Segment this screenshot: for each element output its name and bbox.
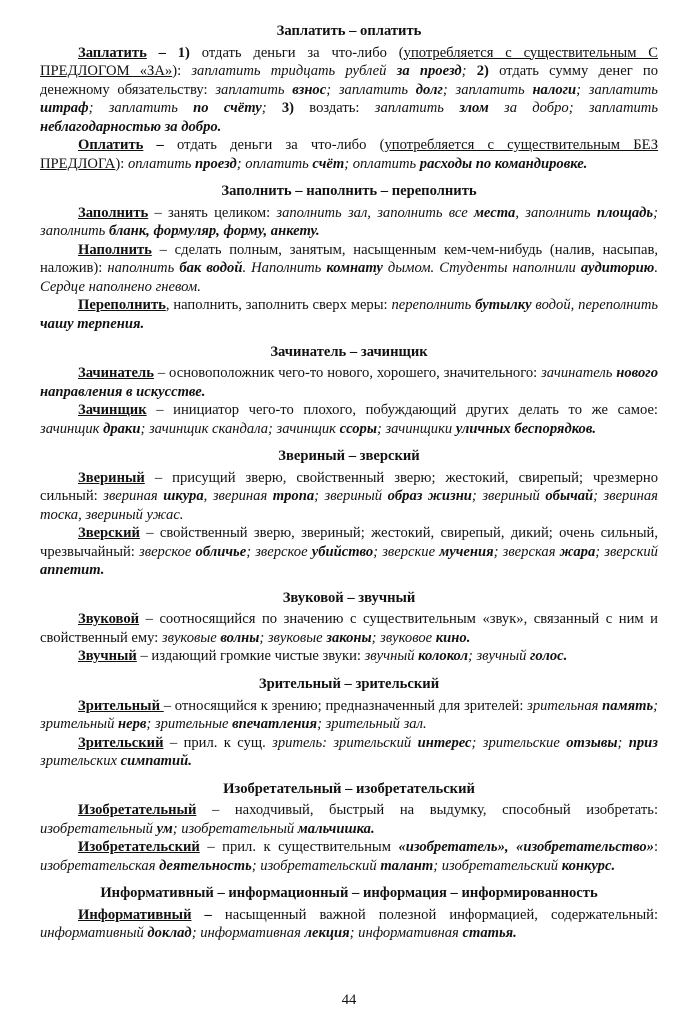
text-run: : <box>653 839 659 856</box>
text-run: звериная <box>103 488 164 505</box>
headword: Зверский <box>78 525 140 542</box>
text-run: зритель: <box>272 734 334 751</box>
text-run: голос. <box>530 648 568 665</box>
text-run: ; звериный <box>471 488 546 505</box>
headword: Информативный <box>78 906 192 923</box>
headword: Звучный <box>78 648 137 665</box>
headword: Заплатить <box>78 44 147 61</box>
text-run: . Наполнить <box>242 260 327 277</box>
text-run: бутылку <box>475 297 532 314</box>
text-run: ; <box>617 734 629 751</box>
dictionary-entry-paragraph <box>40 801 658 838</box>
text-run: 3) <box>281 100 310 117</box>
text-run: ; звуковые <box>259 629 327 646</box>
dictionary-entry-paragraph <box>40 697 658 734</box>
text-run: . Сердце наполнено гневом. <box>40 260 658 295</box>
text-run: , заполнить <box>515 204 597 221</box>
text-run: – присущий зверю, свойственный зверю; жестокий, свирепый; чрезмерно сильный: <box>40 469 658 505</box>
text-run: – основоположник чего-то нового, хорошего, значительного: <box>153 365 542 382</box>
text-run: заплатить <box>215 81 293 98</box>
dictionary-entry-paragraph <box>40 401 658 438</box>
section-heading: Звериный – зверский <box>278 448 420 465</box>
text-run: заполнить зал, заполнить все <box>276 204 474 221</box>
text-run: ; зверские <box>373 543 440 560</box>
text-run: – сделать полным, занятым, насыщенным кем-чем-нибудь (налив, насыпав, наложив): <box>40 241 658 277</box>
text-run: , звериная <box>203 488 273 505</box>
text-run: убийство <box>311 543 374 560</box>
text-run: ; <box>461 63 477 80</box>
headword: Зачинатель <box>78 365 154 382</box>
section-heading: Изобретательный – изобретательский <box>223 780 475 797</box>
text-run: ; зверская <box>493 543 560 560</box>
text-run: мальчишка. <box>297 820 375 837</box>
text-run: статья. <box>462 925 517 942</box>
text-run: площадь <box>596 204 654 221</box>
text-run: воздать: <box>309 100 375 117</box>
headword: Изобретательный <box>78 802 197 819</box>
text-run: чашу терпения. <box>40 315 145 332</box>
text-run: «изобретатель», «изобретательство» <box>398 839 654 856</box>
text-run: ссоры <box>339 420 377 437</box>
text-run: дымом. Студенты наполнили <box>382 260 581 277</box>
text-run: ; заполнить <box>40 204 658 240</box>
dictionary-entry-paragraph <box>40 838 658 875</box>
text-run: приз <box>628 734 658 751</box>
page-footer <box>40 985 658 1010</box>
text-run: зверское <box>139 543 196 560</box>
dictionary-entry-paragraph <box>40 296 658 333</box>
section-heading: Информативный – информационный – информация – информированность <box>100 885 598 902</box>
text-run: переполнить <box>391 297 476 314</box>
text-run: колокол <box>418 648 468 665</box>
text-run: зрительский <box>333 734 418 751</box>
text-run: ): <box>115 155 128 172</box>
text-run: законы <box>326 629 372 646</box>
section-heading: Зрительный – зрительский <box>258 676 440 692</box>
text-run: штраф <box>40 100 89 117</box>
text-run: – относящийся к зрению; предназначенный для зрителей: <box>163 697 528 714</box>
text-run: – 1) <box>146 44 202 61</box>
text-run: комнату <box>326 260 383 277</box>
text-run: аппетит. <box>40 562 105 579</box>
text-run: ; зверское <box>246 543 312 560</box>
text-run: изобретательская <box>40 857 160 874</box>
text-run: образ жизни <box>387 488 472 505</box>
text-run: – издающий громкие чистые звуки: <box>136 648 365 665</box>
text-run: зачинатель <box>541 365 617 382</box>
text-run: – занять целиком: <box>148 204 277 221</box>
text-run: оплатить <box>127 155 196 172</box>
text-run: ): <box>172 63 192 80</box>
dictionary-entry-paragraph <box>40 647 658 666</box>
text-run: неблагодарностью за добро. <box>40 118 222 135</box>
dictionary-entry-paragraph <box>40 44 658 137</box>
text-run: водой, переполнить <box>531 297 659 314</box>
text-run: зрительских <box>40 753 121 770</box>
text-run: память <box>602 697 654 714</box>
page-content <box>40 22 658 943</box>
text-run: нерв <box>118 716 147 733</box>
text-run: ; зрительные <box>146 716 233 733</box>
text-run: ; зачинщик скандала; зачинщик <box>140 420 340 437</box>
text-run: ; заплатить <box>326 81 416 98</box>
section-heading: Звуковой – звучный <box>282 589 416 606</box>
text-run: ; заплатить <box>442 81 533 98</box>
text-run: ; звериная тоска, звериный ужас. <box>40 488 658 523</box>
text-run: деятельность <box>159 857 252 874</box>
text-run: ; звериный <box>314 488 388 505</box>
headword: Звериный <box>78 469 145 486</box>
text-run: звуковые <box>161 629 221 646</box>
text-run: ; зрительный зал. <box>317 716 427 733</box>
text-run: расходы по командировке. <box>419 155 588 172</box>
text-run: зачинщик <box>40 420 104 437</box>
text-run: аудиторию <box>580 260 655 277</box>
text-run: уличных беспорядков. <box>455 420 596 437</box>
text-run: доклад <box>147 925 192 942</box>
text-run: ; <box>261 100 282 117</box>
text-run: – инициатор чего-то плохого, побуждающий других делать то же самое: <box>146 402 658 419</box>
text-run: конкурс. <box>561 857 616 874</box>
dictionary-entry-paragraph <box>40 524 658 580</box>
text-run: отдать деньги за что-либо ( <box>177 137 385 154</box>
text-run: ; звуковое <box>371 629 436 646</box>
section-heading: Зачинатель – зачинщик <box>270 343 428 360</box>
dictionary-entry-paragraph <box>40 241 658 297</box>
text-run: злом <box>459 100 489 117</box>
text-run: симпатий. <box>120 753 192 770</box>
text-run: ; зрительный <box>40 697 658 733</box>
text-run: бланк, формуляр, форму, анкету. <box>108 223 320 240</box>
text-run: мучения <box>439 543 494 560</box>
headword: Зрительский <box>78 734 164 751</box>
text-run: отзывы <box>566 734 618 751</box>
text-run: отдать сумму денег по денежному обязательству: <box>40 63 659 98</box>
text-run: ; оплатить <box>236 155 313 172</box>
section-heading: Заполнить – наполнить – переполнить <box>221 183 477 200</box>
text-run: счёт <box>312 155 345 172</box>
headword: Звуковой <box>78 611 140 628</box>
text-run: – свойственный зверю, звериный; жестокий, свирепый, дикий; очень сильный, чрезвычайный: <box>40 525 658 560</box>
text-run: жара <box>559 543 596 560</box>
text-run: ; зачинщики <box>376 420 456 437</box>
text-run: интерес <box>417 734 472 751</box>
text-run: за проезд <box>396 63 462 80</box>
headword: Наполнить <box>78 241 152 258</box>
dictionary-entry-paragraph <box>40 469 658 525</box>
dictionary-entry-paragraph <box>40 204 658 241</box>
text-run: обычай <box>545 488 594 505</box>
text-run: обличье <box>195 543 247 560</box>
text-run: места <box>473 204 516 221</box>
text-run: ; звучный <box>467 648 531 665</box>
text-run: ум <box>156 820 173 837</box>
text-run: лекция <box>304 925 350 942</box>
dictionary-entry-paragraph <box>40 610 658 647</box>
text-run: наполнить <box>107 260 180 277</box>
text-run: тропа <box>272 488 315 505</box>
text-run: , наполнить, заполнить сверх меры: <box>165 297 392 314</box>
text-run: отдать деньги за что-либо ( <box>201 44 404 61</box>
headword: Изобретательский <box>78 839 200 856</box>
headword: Оплатить <box>78 137 144 154</box>
text-run: ; изобретательский <box>433 857 562 874</box>
text-run: ; зверский <box>595 543 658 560</box>
text-run: кино. <box>435 629 471 646</box>
text-run: 2) <box>476 63 500 80</box>
text-run: ; оплатить <box>344 155 420 172</box>
text-run: бак водой <box>179 260 243 277</box>
headword: Заполнить <box>78 204 149 221</box>
text-run: заплатить <box>374 100 460 117</box>
text-run: взнос <box>292 81 327 98</box>
text-run: – соотносящийся по значению с существительным «звук», связанный с ним и свойственный ему: <box>40 611 658 646</box>
text-run: – <box>191 906 225 923</box>
text-run: талант <box>380 857 434 874</box>
text-run: заплатить тридцать рублей <box>191 63 397 80</box>
text-run: впечатления <box>232 716 318 733</box>
text-run: употребляется с существительным БЕЗ ПРЕДЛОГА <box>40 137 659 172</box>
text-run: ; заплатить <box>88 100 194 117</box>
text-run: ; зрительские <box>471 734 567 751</box>
text-run: насыщенный важной полезной информацией, содержательный: <box>224 906 659 923</box>
text-run: волны <box>220 629 260 646</box>
text-run: – прил. к существительным <box>199 839 399 856</box>
text-run: информативный <box>40 925 148 942</box>
text-run: звучный <box>364 648 419 665</box>
text-run: – <box>143 137 178 154</box>
text-run: драки <box>103 420 141 437</box>
text-run: ; информативная <box>191 925 305 942</box>
text-run: шкура <box>163 488 204 505</box>
text-run: по счёту <box>193 100 262 117</box>
text-run: – находчивый, быстрый на выдумку, способный изобретать: <box>196 802 658 819</box>
headword: Переполнить <box>78 297 166 314</box>
dictionary-entry-paragraph <box>40 136 658 173</box>
text-run: ; заплатить <box>576 81 658 98</box>
text-run: нового направления в искусстве. <box>40 365 658 400</box>
text-run: – прил. к сущ. <box>163 734 273 751</box>
text-run: проезд <box>195 155 237 172</box>
text-run: зрительная <box>527 697 603 714</box>
text-run: ; информативная <box>349 925 463 942</box>
text-run: налоги <box>532 81 577 98</box>
dictionary-entry-paragraph <box>40 364 658 401</box>
text-run: ; изобретательный <box>172 820 298 837</box>
section-heading: Заплатить – оплатить <box>276 23 422 39</box>
dictionary-entry-paragraph <box>40 906 658 943</box>
text-run: долг <box>415 81 443 98</box>
text-run: изобретательный <box>40 820 157 837</box>
text-run: употребляется с существительным С ПРЕДЛОГОМ «ЗА» <box>40 44 659 80</box>
headword: Зрительный <box>78 697 164 714</box>
dictionary-entry-paragraph <box>40 734 658 771</box>
text-run: за добро; заплатить <box>488 100 658 117</box>
page-number: 44 <box>341 992 357 1009</box>
headword: Зачинщик <box>78 402 147 419</box>
text-run: ; изобретательский <box>251 857 381 874</box>
